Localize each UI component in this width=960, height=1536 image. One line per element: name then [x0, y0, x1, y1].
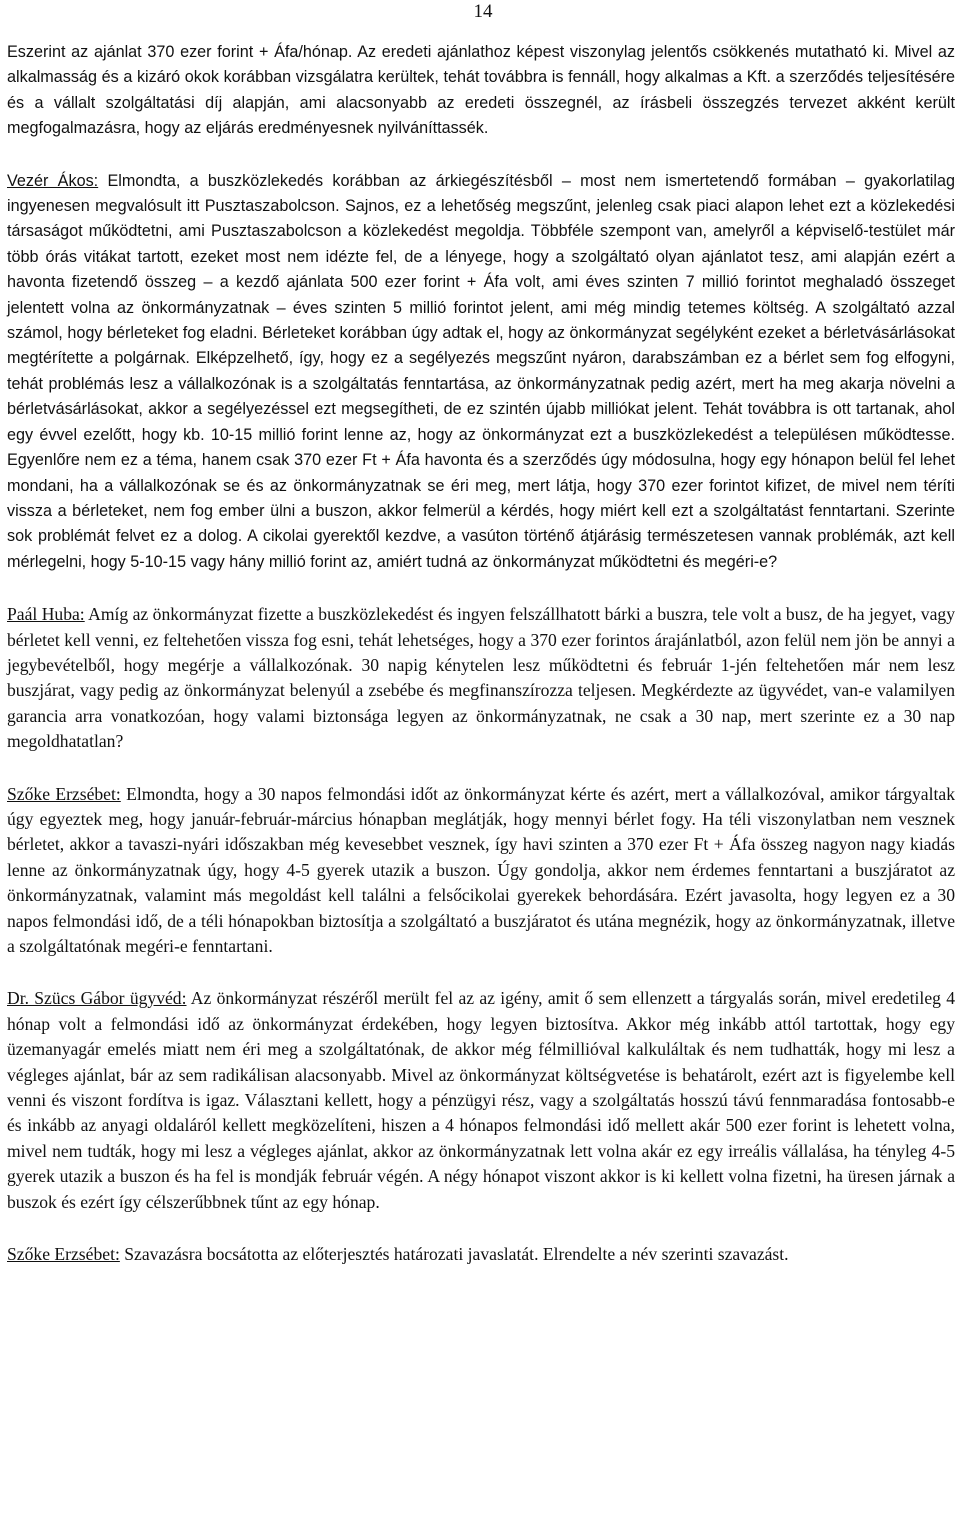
paragraph-text: Amíg az önkormányzat fizette a buszközlekedést és ingyen felszállhatott bárki a buszra, tele volt a busz, de ha jegyet, vagy bérletet kell venni, ez feltehetően vissza fog esni, tehát lehetséges, hogy a 370 ezer forintos árajánlatból, azon felül nem jön be annyi a jegybevételből, hogy megérje a vállalkozónak. 30 napig kénytelen lesz működtetni és február 1-jén feltehetően már nem lesz buszjárat, vagy pedig az önkormányzat belenyúl a zsebébe és megfinanszírozza teljesen. Megkérdezte az ügyvédet, van-e valamilyen garancia arra vonatkozóan, hogy valami biztonsága legyen az önkormányzatnak, ne csak a 30 nap, mert szerinte ez a 30 nap megoldhatatlan?: [7, 604, 955, 752]
paragraph-szoke-erzsebet-vote: [7, 1242, 955, 1267]
document-body: [7, 40, 955, 1267]
paragraph-text: Az önkormányzat részéről merült fel az az igény, amit ő sem ellenzett a tárgyalás során, mivel eredetileg 4 hónap volt a felmondási idő az önkormányzat érdekében, hogy legyen biztosítva. Akkor még inkább attól tartottak, hogy egy üzemanyagár emelés miatt nem éri meg a szolgáltatónak, de akkor még félmillióval kalkuláltak és nem tudhatták, hogy mi lesz a végleges ajánlat, bár az sem radikálisan alacsonyabb. Mivel az önkormányzat költségvetése is behatárolt, ezért azt is figyelembe kell venni és viszont fordítva is igaz. Választani kellett, hogy a pénzügyi rész, vagy a szolgáltatás hosszú távú fennmaradása fontosabb-e és inkább az anyagi oldaláról kellett megközelíteni, hiszen a 4 hónapos felmondási idő mellett akár 500 ezer forint is lehetett volna, mivel nem tudták, hogy mi lesz a végleges ajánlat, akkor az önkormányzatnak lett volna akár ez egy irreális vállalása, ha tényleg 4-5 gyerek utazik a buszon és ha fel is mondják február végén. A négy hónapot viszont akkor is ki kellett volna fizetni, ha üresen járnak a buszok és ezért így célszerűbbnek tűnt az egy hónap.: [7, 988, 955, 1212]
paragraph-text: Szavazásra bocsátotta az előterjesztés határozati javaslatát. Elrendelte a név szerinti szavazást.: [119, 1244, 789, 1265]
paragraph-szoke-erzsebet: [7, 782, 955, 960]
paragraph-gap: [7, 575, 955, 602]
speaker-name: Szőke Erzsébet:: [7, 783, 121, 804]
page-number: 14: [473, 1, 493, 22]
paragraph-text: Elmondta, hogy a 30 napos felmondási időt az önkormányzat kérte és azért, mert a vállalkozóval, amikor tárgyaltak úgy egyeztek meg, hogy január-február-március hónapban meglátják, hogy mennyi bérlet fogy. Ha téli viszonylatban nem vesznek bérletet, akkor a tavaszi-nyári időszakban még kevesebbet vesznek, így havi szinten a 370 ezer Ft + Áfa összeg nagyon nagy kiadás lenne az önkormányzatnak úgy, hogy 4-5 gyerek utazik a buszon. Úgy gondolja, akkor nem érdemes fenntartani a buszjáratot az önkormányzatnak, valamint más megoldást kell találni a felsőcikolai gyerekek behordására. Ezért javasolta, hogy legyen ez a 30 napos felmondási idő, de a téli hónapokban biztosítja a szolgáltató a buszjáratot és utána megnézik, hogy az önkormányzatnak, illetve a szolgáltatónak megéri-e fenntartani.: [7, 783, 955, 956]
paragraph-offer-summary: [7, 40, 955, 142]
speaker-name: Dr. Szücs Gábor ügyvéd:: [7, 988, 187, 1009]
paragraph-dr-szucs-gabor: [7, 986, 955, 1215]
speaker-name: Szőke Erzsébet:: [7, 1244, 120, 1265]
paragraph-text: Elmondta, a buszközlekedés korábban az árkiegészítésből – most nem ismertetendő formában – gyakorlatilag ingyenesen megvalósult itt Pusztaszabolcson. Sajnos, ez a lehetőség megszűnt, jelenleg csak piaci alapon lehet ezt a közlekedési társaságot működtetni, ami Pusztaszabolcson a közlekedést megoldja. Többféle szempont van, amelyről a képviselő-testület már több órás vitákat tartott, ezeket most nem idézte fel, de a lényege, hogy a szolgáltató olyan ajánlatot tesz, ami alapján ezért a havonta fizetendő összeg – a kezdő ajánlata 500 ezer forint + Áfa volt, ami éves szinten 7 millió forintot meghaladó összeget jelentett volna az önkormányzatnak – éves szinten 5 millió forintot jelent, ami még mindig tetemes költség. A szolgáltató azzal számol, hogy bérleteket fog eladni. Bérleteket korábban úgy adtak el, hogy az önkormányzat segélyként ezeket a bérletvásárlásokat megtérítette a polgárnak. Elképzelhető, így, hogy ez a segélyezés megszűnt nyáron, darabszámban ez a bérlet sem fog elfogyni, tehát problémás lesz a vállalkozónak is a szolgáltatás fenntartása, az önkormányzatnak pedig azért, mert ha meg akarja növelni a bérletvásárlásokat, akkor a segélyezéssel ezt megsegítheti, de ez szintén újabb milliókat jelent. Tehát továbbra is ott tartanak, ahol egy évvel ezelőtt, hogy kb. 10-15 millió forint lenne az, hogy az önkormányzat ezt a buszközlekedést a településen működtesse. Egyenlőre nem ez a téma, hanem csak 370 ezer Ft + Áfa havonta és a szerződés úgy módosulna, hogy egy hónapon belül fel lehet mondani, ha a vállalkozónak se és az önkormányzatnak se éri meg, mert látja, hogy 370 ezer forintot kifizet, de mivel nem téríti vissza a bérleteket, nem fog ember ülni a buszon, akkor felmerül a kérdés, hogy miért kell ezt a szolgáltatást fenntartani. Szerinte sok problémát felvet ez a dolog. A cikolai gyerektől kezdve, a vasúton történő átjárásig természetesen vannak problémák, azt kell mérlegelni, hogy 5-10-15 vagy hány millió forint az, amiért tudná az önkormányzat működtetni és megéri-e?: [7, 171, 956, 571]
paragraph-text: Eszerint az ajánlat 370 ezer forint + Áfa/hónap. Az eredeti ajánlathoz képest viszonylag jelentős csökkenés mutatható ki. Mivel az alkalmasság és a kizáró okok korábban vizsgálatra kerültek, tehát továbbra is fennáll, hogy alkalmas a Kft. a szerződés teljesítésére és a vállalt szolgáltatási díj alapján, ami alacsonyabb az eredeti összegnél, az írásbeli összegzés tervezet akként került megfogalmazásra, hogy az eljárás eredményesnek nyilváníttassék.: [7, 43, 955, 138]
paragraph-gap: [7, 755, 955, 782]
speaker-name: Vezér Ákos:: [7, 171, 99, 190]
speaker-name: Paál Huba:: [7, 604, 85, 625]
paragraph-gap: [7, 959, 955, 986]
paragraph-gap: [7, 142, 955, 169]
paragraph-paal-huba: [7, 602, 955, 754]
paragraph-vezer-akos: [7, 169, 955, 576]
paragraph-gap: [7, 1215, 955, 1242]
